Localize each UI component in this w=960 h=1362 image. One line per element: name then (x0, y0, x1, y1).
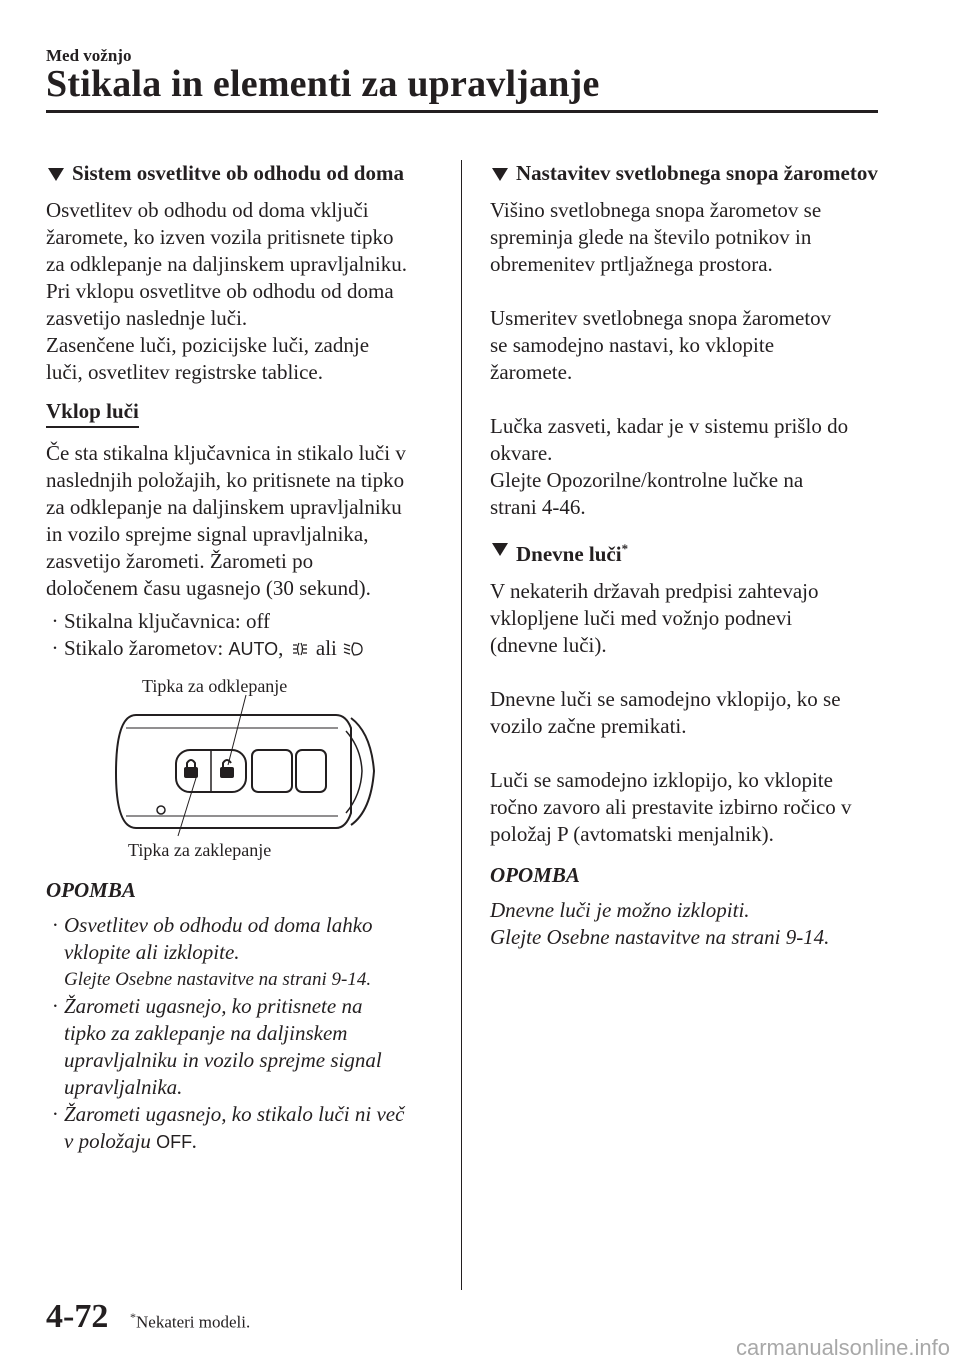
page-number: 4-72 (46, 1298, 109, 1335)
parking-light-icon (289, 638, 311, 665)
off-symbol: OFF (156, 1132, 193, 1152)
right-column (490, 160, 884, 951)
note-title: OPOMBA (490, 863, 580, 887)
watermark: carmanualsonline.info (735, 1335, 950, 1360)
section-heading-leaving-home-light: Sistem osvetlitve ob odhodu od doma (46, 160, 440, 187)
note-list (46, 912, 440, 1156)
section-heading-daytime-running-lights: Dnevne luči* (490, 535, 884, 568)
key-fob-icon (46, 673, 440, 863)
list-item: · Stikalna ključavnica: off (51, 609, 271, 633)
section-heading-headlight-leveling: Nastavitev svetlobnega snopa žarometov (490, 160, 884, 187)
list-item: · Žarometi ugasnejo, ko stikalo luči ni več v položaju OFF. (52, 1102, 405, 1153)
list-item: · Osvetlitev ob odhodu od doma lahko vklopite ali izklopite. Glejte Osebne nastavitve na strani 9-14. (52, 913, 373, 990)
intro-paragraph: Osvetlitev ob odhodu od doma vključi žaromete, ko izven vozila pritisnete tipko za odklepanje na daljinskem upravljalniku. Pri vklopu osvetlitve ob odhodu od doma zasvetijo naslednje luči. Zasenčene luči, pozicijske luči, zadnje luči, osvetlitev registrske tablice. (46, 198, 407, 384)
subheading-turning-on-lights: Vklop luči (46, 398, 139, 428)
footnote: *Nekateri modeli. (130, 1310, 251, 1332)
note-body: Dnevne luči je možno izklopiti. Glejte Osebne nastavitve na strani 9-14. (490, 898, 830, 949)
unlock-button-label: Tipka za odklepanje (142, 676, 288, 696)
header-section-label: Med vožnjo (46, 46, 132, 65)
list-item: · Žarometi ugasnejo, ko pritisnete na tipko za zaklepanje na daljinskem upravljalniku in vozilo sprejme signal upravljalnika. (52, 994, 382, 1099)
body-paragraph: Če sta stikalna ključavnica in stikalo luči v naslednjih položajih, ko pritisnete na tipko za odklepanje na daljinskem upravljalniku in vozilo sprejme signal upravljalnika, zasvetijo žarometi. Žarometi po določenem času ugasnejo (30 sekund). (46, 441, 406, 600)
note-title: OPOMBA (46, 878, 136, 902)
left-column (46, 160, 440, 1156)
unlock-icon (220, 760, 234, 778)
headlight-low-beam-icon (342, 638, 364, 665)
paragraph: Luči se samodejno izklopijo, ko vklopite ročno zavoro ali prestavite izbirno ročico v položaj P (avtomatski menjalnik). (490, 768, 852, 846)
condition-list (46, 608, 440, 665)
triangle-bullet-icon (46, 160, 72, 187)
paragraph: Dnevne luči se samodejno vklopijo, ko se vozilo začne premikati. (490, 687, 841, 738)
list-item: · Stikalo žarometov: AUTO, ali (46, 635, 440, 665)
paragraph: Usmeritev svetlobnega snopa žarometov se samodejno nastavi, ko vklopite žaromete. (490, 306, 832, 384)
paragraph: Lučka zasveti, kadar je v sistemu prišlo do okvare. Glejte Opozorilne/kontrolne lučke na strani 4-46. (490, 414, 849, 519)
paragraph: V nekaterih državah predpisi zahtevajo vklopljene luči med vožnjo podnevi (dnevne luči). (490, 579, 819, 657)
page-title: Stikala in elementi za upravljanje (46, 63, 600, 105)
paragraph: Višino svetlobnega snopa žarometov se spreminja glede na število potnikov in obremenitev prtljažnega prostora. (490, 198, 822, 276)
triangle-bullet-icon (490, 535, 516, 568)
column-divider (461, 160, 462, 1290)
header-rule (46, 110, 878, 113)
key-fob-figure (46, 673, 440, 863)
triangle-bullet-icon (490, 160, 516, 187)
auto-symbol: AUTO (228, 639, 279, 659)
lock-icon (184, 760, 198, 778)
lock-button-label: Tipka za zaklepanje (128, 840, 272, 860)
